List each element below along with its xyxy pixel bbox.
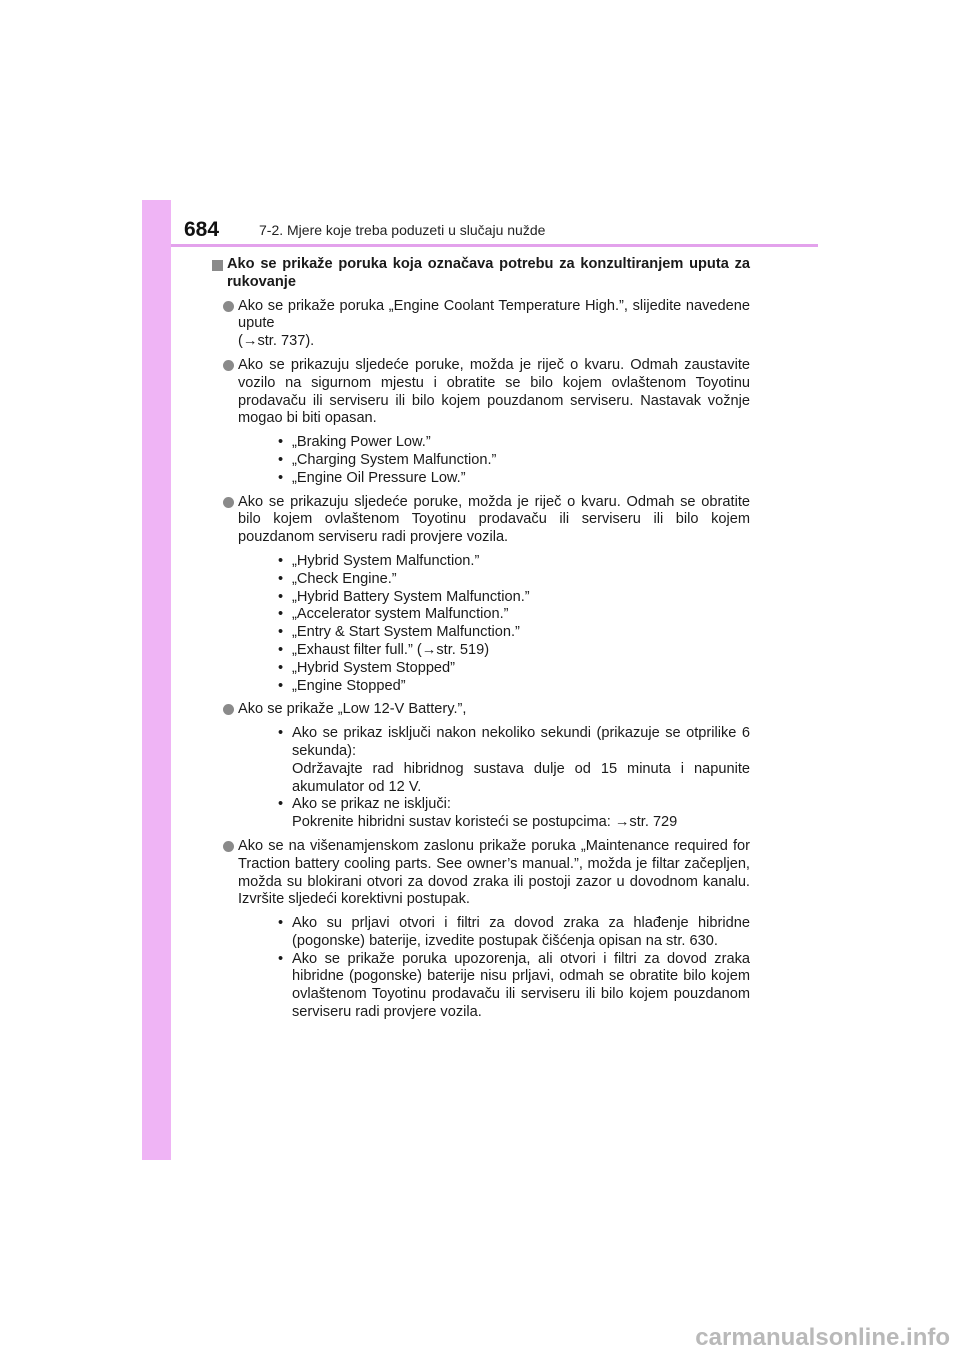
sub-list-item (278, 642, 750, 660)
dot-bullet-icon: • (278, 588, 284, 605)
header-rule (171, 244, 818, 247)
page-number: 684 (184, 218, 220, 241)
sub-item-text: „Check Engine.” (292, 570, 397, 587)
watermark-text: carmanualsonline.info (695, 1324, 950, 1351)
sub-item-text: Ako su prljavi otvori i filtri za dovod zraka za hlađenje hibridne (pogonske) baterije, izvedite postupak čišćenja opisan na str. 630. (292, 915, 750, 949)
section-heading (212, 256, 750, 292)
sub-item-text: Ako se prikaz ne isključi: (292, 796, 451, 813)
sub-item-text: „Accelerator system Malfunction.” (292, 606, 509, 623)
item-text: Ako se na višenamjenskom zaslonu prikaže poruka „Maintenance required for Traction battery cooling parts. See owner’s manual.”, možda je filtar začepljen, možda su blokirani otvori za dovod zraka ili postoji zazor u dovodnom kanalu. Izvršite sljedeći korektivni postupak. (238, 837, 750, 908)
section-heading-text: Ako se prikaže poruka koja označava potrebu za konzultiranjem uputa za rukovanje (227, 256, 750, 290)
sub-list-item (278, 725, 750, 796)
sub-list-item (278, 660, 750, 678)
item-text: (→str. 737). (238, 333, 315, 350)
sub-list-item (278, 571, 750, 589)
sub-item-text: „Charging System Malfunction.” (292, 451, 497, 468)
square-bullet-icon (212, 260, 223, 271)
sub-list (238, 725, 750, 832)
sub-list-item (278, 589, 750, 607)
dot-bullet-icon: • (278, 624, 284, 641)
sub-item-text: „Hybrid System Stopped” (292, 659, 456, 676)
content (212, 256, 750, 1022)
sub-item-text: „Engine Oil Pressure Low.” (292, 469, 466, 486)
sub-list-item (278, 470, 750, 488)
sub-list-item (278, 915, 750, 951)
dot-bullet-icon: • (278, 950, 284, 967)
sub-list (238, 915, 750, 1022)
list-item (212, 494, 750, 696)
sub-item-text: Pokrenite hibridni sustav koristeći se postupcima: →str. 729 (292, 814, 678, 831)
item-text: Ako se prikaže poruka „Engine Coolant Temperature High.”, slijedite navedene upute (238, 297, 750, 332)
sub-list (238, 553, 750, 695)
sub-list-item (278, 553, 750, 571)
dot-bullet-icon: • (278, 796, 284, 813)
item-text: Ako se prikaže „Low 12-V Battery.”, (238, 701, 467, 718)
circle-bullet-icon (223, 360, 234, 371)
dot-bullet-icon: • (278, 451, 284, 468)
dot-bullet-icon: • (278, 606, 284, 623)
circle-bullet-icon (223, 704, 234, 715)
item-text: Ako se prikazuju sljedeće poruke, možda je riječ o kvaru. Odmah zaustavite vozilo na sigurnom mjestu i obratite se bilo kojem ovlaštenom Toyotinu prodavaču ili serviseru ili bilo kojem pouzdanom serviseru. Nastavak vožnje mogao bi biti opasan. (238, 356, 750, 427)
sub-item-text: „Hybrid Battery System Malfunction.” (292, 588, 530, 605)
dot-bullet-icon: • (278, 570, 284, 587)
sub-item-text: „Exhaust filter full.” (→str. 519) (292, 641, 490, 658)
circle-bullet-icon (223, 841, 234, 852)
sub-item-text: Održavajte rad hibridnog sustava dulje od 15 minuta i napunite akumulator od 12 V. (292, 760, 750, 795)
circle-bullet-icon (223, 301, 234, 312)
dot-bullet-icon: • (278, 659, 284, 676)
list-item (212, 357, 750, 488)
sub-list-item (278, 678, 750, 696)
sub-list-item (278, 434, 750, 452)
dot-bullet-icon: • (278, 725, 284, 742)
sub-list-item (278, 951, 750, 1022)
dot-bullet-icon: • (278, 677, 284, 694)
list-item (212, 701, 750, 832)
item-text: Ako se prikazuju sljedeće poruke, možda je riječ o kvaru. Odmah se obratite bilo kojem ovlaštenom Toyotinu prodavaču ili serviseru ili bilo kojem pouzdanom serviseru radi provjere vozila. (238, 493, 750, 546)
sub-list-item (278, 624, 750, 642)
sub-item-text: „Entry & Start System Malfunction.” (292, 624, 520, 641)
sub-list-item (278, 796, 750, 832)
dot-bullet-icon: • (278, 641, 284, 658)
chapter-title: 7-2. Mjere koje treba poduzeti u slučaju nužde (259, 222, 546, 238)
dot-bullet-icon: • (278, 434, 284, 451)
chapter-side-band (142, 200, 171, 1160)
sub-item-text: Ako se prikaz isključi nakon nekoliko sekundi (prikazuje se otprilike 6 sekunda): (292, 725, 750, 759)
sub-item-text: „Braking Power Low.” (292, 434, 431, 451)
dot-bullet-icon: • (278, 552, 284, 569)
list-item (212, 838, 750, 1022)
sub-list (238, 434, 750, 487)
dot-bullet-icon: • (278, 469, 284, 486)
item-list (212, 298, 750, 1022)
sub-item-text: Ako se prikaže poruka upozorenja, ali otvori i filtri za dovod zraka hibridne (pogonske) baterije nisu prljavi, odmah se obratite bilo kojem ovlaštenom Toyotinu prodavaču ili serviseru ili bilo kojem pouzdanom serviseru radi provjere vozila. (292, 950, 750, 1021)
dot-bullet-icon: • (278, 915, 284, 932)
sub-list-item (278, 452, 750, 470)
circle-bullet-icon (223, 497, 234, 508)
sub-item-text: „Engine Stopped” (292, 677, 406, 694)
sub-item-text: „Hybrid System Malfunction.” (292, 552, 480, 569)
list-item (212, 298, 750, 351)
sub-list-item (278, 606, 750, 624)
